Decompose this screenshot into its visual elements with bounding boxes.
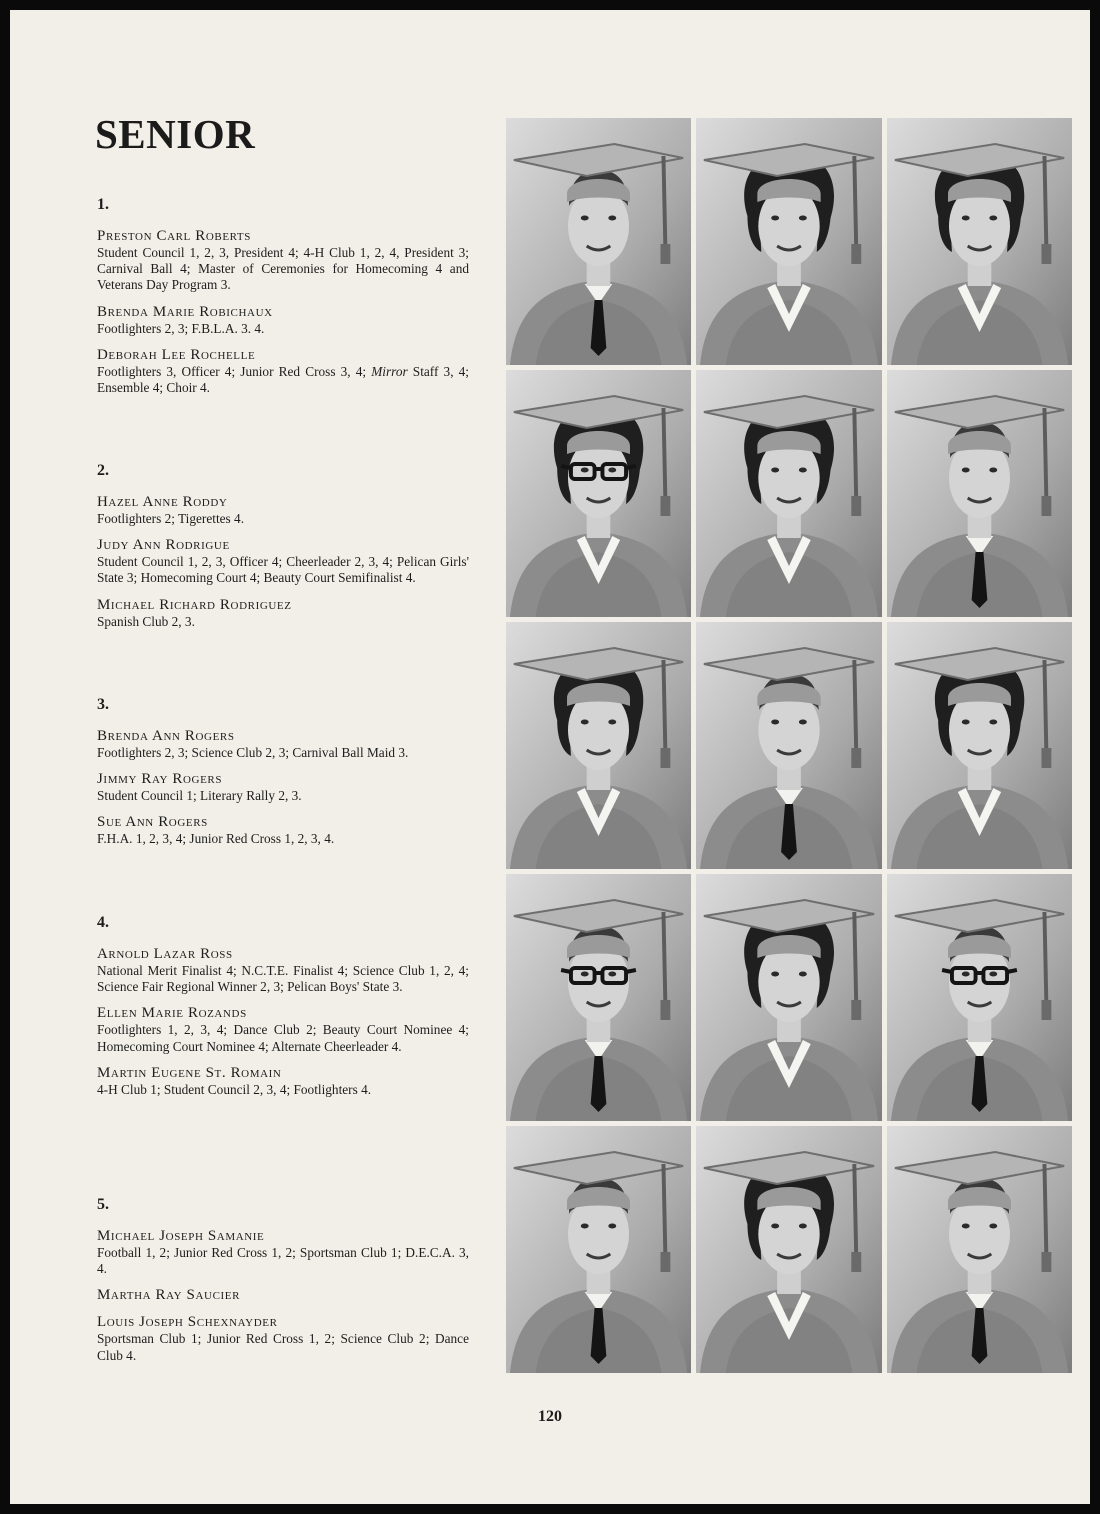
- group-number: 3.: [97, 696, 109, 713]
- senior-portrait: [506, 622, 691, 869]
- senior-portrait: [506, 1126, 691, 1373]
- group-5: [97, 1196, 469, 1374]
- senior-entry: [97, 1228, 469, 1277]
- senior-name: Michael Richard Rodriguez: [97, 596, 292, 613]
- senior-entry: [97, 1005, 469, 1054]
- group-number: 4.: [97, 914, 109, 931]
- senior-name: Michael Joseph Samanie: [97, 1228, 265, 1244]
- senior-portrait: [887, 1126, 1072, 1373]
- senior-portrait: [696, 1126, 882, 1373]
- senior-activities: Student Council 1, 2, 3, President 4; 4-H Club 1, 2, 4, President 3; Carnival Ball 4; Master of Ceremonies for Homecoming 4 and Veterans Day Program 3.: [97, 245, 469, 293]
- senior-portrait: [696, 874, 882, 1121]
- senior-activities: [97, 364, 469, 396]
- senior-activities: Footlighters 1, 2, 3, 4; Dance Club 2; Beauty Court Nominee 4; Homecoming Court Nominee 4; Alternate Cheerleader 4.: [97, 1022, 469, 1054]
- senior-entry: [97, 304, 469, 337]
- senior-portrait: [696, 622, 882, 869]
- senior-portrait: [887, 874, 1072, 1121]
- senior-activities: Student Council 1, 2, 3, Officer 4; Cheerleader 2, 3, 4; Pelican Girls' State 3; Homecoming Court 4; Beauty Court Semifinalist 4.: [97, 554, 469, 586]
- publication-title: Mirror: [371, 363, 408, 379]
- portrait-grid: [506, 118, 1072, 1374]
- senior-activities: 4-H Club 1; Student Council 2, 3, 4; Footlighters 4.: [97, 1081, 372, 1097]
- senior-name: Sue Ann Rogers: [97, 814, 208, 831]
- senior-entry: [97, 494, 469, 527]
- senior-portrait: [887, 622, 1072, 869]
- senior-portrait: [887, 370, 1072, 617]
- activities-text: Footlighters 3, Officer 4; Junior Red Cross 3, 4;: [97, 363, 372, 379]
- page-title: SENIOR: [95, 111, 256, 157]
- senior-name: Preston Carl Roberts: [97, 228, 251, 244]
- senior-name: Brenda Ann Rogers: [97, 728, 235, 744]
- senior-portrait: [506, 118, 691, 365]
- senior-entry: [97, 946, 469, 995]
- senior-activities: National Merit Finalist 4; N.C.T.E. Finalist 4; Science Club 1, 2, 4; Science Fair Regional Winner 2, 3; Pelican Boys' State 3.: [97, 963, 469, 995]
- group-1: [97, 196, 469, 406]
- senior-portrait: [887, 118, 1072, 365]
- senior-entry: [97, 228, 469, 294]
- senior-name: Deborah Lee Rochelle: [97, 346, 256, 363]
- group-number: 1.: [97, 196, 109, 213]
- page-number: 120: [538, 1408, 562, 1425]
- senior-name: Hazel Anne Roddy: [97, 494, 228, 510]
- senior-name: Martin Eugene St. Romain: [97, 1064, 282, 1081]
- group-4: [97, 914, 469, 1108]
- senior-entry: [97, 1065, 469, 1098]
- senior-name: Martha Ray Saucier: [97, 1287, 241, 1304]
- senior-name: Ellen Marie Rozands: [97, 1005, 247, 1022]
- senior-activities: F.H.A. 1, 2, 3, 4; Junior Red Cross 1, 2, 3, 4.: [97, 831, 335, 847]
- senior-entry: [97, 1287, 469, 1304]
- senior-entry: [97, 597, 469, 630]
- senior-entry: [97, 728, 469, 761]
- senior-name: Jimmy Ray Rogers: [97, 771, 223, 788]
- senior-activities: Footlighters 2, 3; F.B.L.A. 3. 4.: [97, 320, 265, 336]
- senior-entry: [97, 771, 469, 804]
- activities-text: Staff 3, 4; Ensemble 4; Choir 4.: [97, 363, 469, 396]
- senior-entry: [97, 1314, 469, 1363]
- senior-activities: Football 1, 2; Junior Red Cross 1, 2; Sportsman Club 1; D.E.C.A. 3, 4.: [97, 1245, 469, 1277]
- group-number: 2.: [97, 462, 109, 479]
- senior-portrait: [696, 370, 882, 617]
- senior-portrait: [506, 874, 691, 1121]
- senior-name: Arnold Lazar Ross: [97, 946, 233, 962]
- group-3: [97, 696, 469, 858]
- senior-name: Brenda Marie Robichaux: [97, 303, 273, 320]
- group-number: 5.: [97, 1196, 109, 1213]
- senior-activities: Spanish Club 2, 3.: [97, 613, 195, 629]
- yearbook-page: [10, 10, 1090, 1504]
- senior-activities: Student Council 1; Literary Rally 2, 3.: [97, 788, 302, 804]
- senior-activities: Sportsman Club 1; Junior Red Cross 1, 2; Science Club 2; Dance Club 4.: [97, 1331, 469, 1363]
- senior-entry: [97, 814, 469, 847]
- senior-name: Judy Ann Rodrigue: [97, 537, 230, 554]
- senior-activities: Footlighters 2; Tigerettes 4.: [97, 511, 245, 526]
- senior-entry: [97, 347, 469, 396]
- senior-portrait: [506, 370, 691, 617]
- senior-activities: Footlighters 2, 3; Science Club 2, 3; Carnival Ball Maid 3.: [97, 745, 409, 760]
- senior-portrait: [696, 118, 882, 365]
- senior-entry: [97, 537, 469, 586]
- group-2: [97, 462, 469, 640]
- senior-name: Louis Joseph Schexnayder: [97, 1314, 278, 1331]
